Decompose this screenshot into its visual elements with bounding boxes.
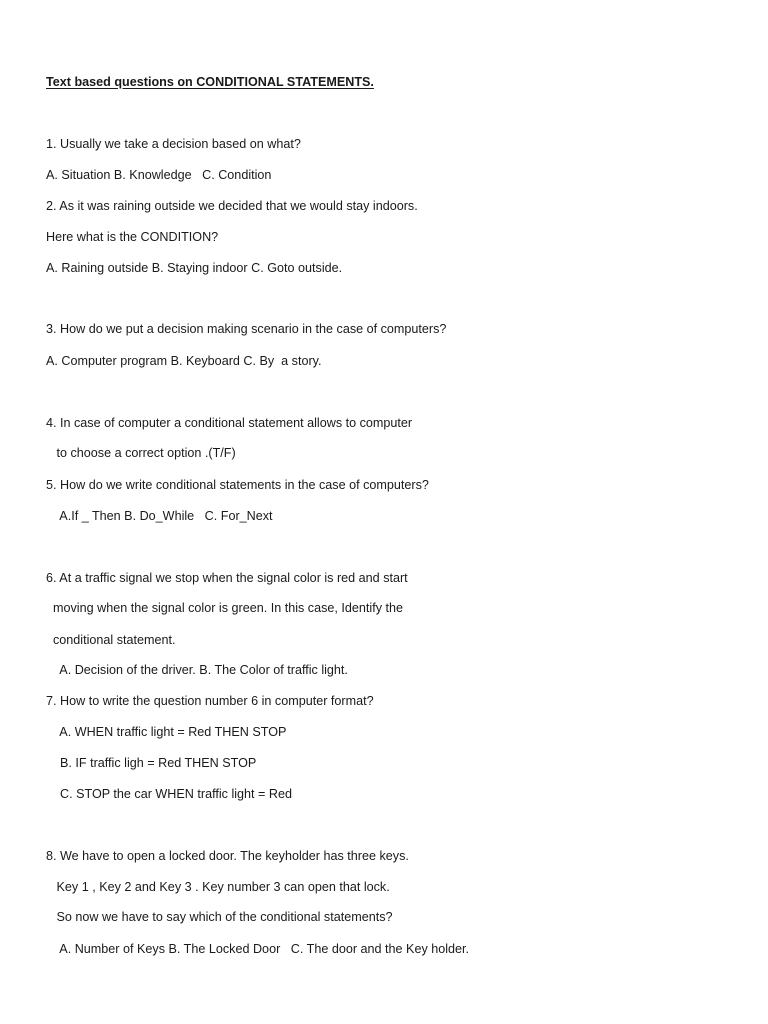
- question-2-options: A. Raining outside B. Staying indoor C. Goto outside.: [46, 261, 343, 275]
- question-3: 3. How do we put a decision making scenario in the case of computers?: [46, 322, 447, 336]
- question-3-options: A. Computer program B. Keyboard C. By a story.: [46, 354, 322, 368]
- question-6-continued: moving when the signal color is green. In this case, Identify the: [46, 601, 404, 615]
- question-1-options: A. Situation B. Knowledge C. Condition: [46, 168, 272, 182]
- question-7-option-b: B. IF traffic ligh = Red THEN STOP: [46, 756, 257, 770]
- question-5-options: A.If _ Then B. Do_While C. For_Next: [46, 509, 273, 523]
- question-7-option-c: C. STOP the car WHEN traffic light = Red: [46, 787, 293, 801]
- question-5: 5. How do we write conditional statements in the case of computers?: [46, 478, 429, 492]
- question-8-options: A. Number of Keys B. The Locked Door C. The door and the Key holder.: [46, 942, 470, 956]
- question-6-continued: conditional statement.: [46, 633, 176, 647]
- question-6: 6. At a traffic signal we stop when the signal color is red and start: [46, 571, 408, 585]
- question-2: 2. As it was raining outside we decided that we would stay indoors.: [46, 199, 418, 213]
- question-6-options: A. Decision of the driver. B. The Color of traffic light.: [46, 663, 348, 677]
- question-7-option-a: A. WHEN traffic light = Red THEN STOP: [46, 725, 287, 739]
- question-8-continued: Key 1 , Key 2 and Key 3 . Key number 3 can open that lock.: [46, 880, 390, 894]
- question-8-continued: So now we have to say which of the conditional statements?: [46, 910, 393, 924]
- page-title: Text based questions on CONDITIONAL STATEMENTS.: [46, 75, 374, 89]
- question-1: 1. Usually we take a decision based on what?: [46, 137, 301, 151]
- question-7: 7. How to write the question number 6 in computer format?: [46, 694, 374, 708]
- question-2-continued: Here what is the CONDITION?: [46, 230, 219, 244]
- question-8: 8. We have to open a locked door. The keyholder has three keys.: [46, 849, 409, 863]
- question-4: 4. In case of computer a conditional statement allows to computer: [46, 416, 413, 430]
- question-4-continued: to choose a correct option .(T/F): [46, 446, 236, 460]
